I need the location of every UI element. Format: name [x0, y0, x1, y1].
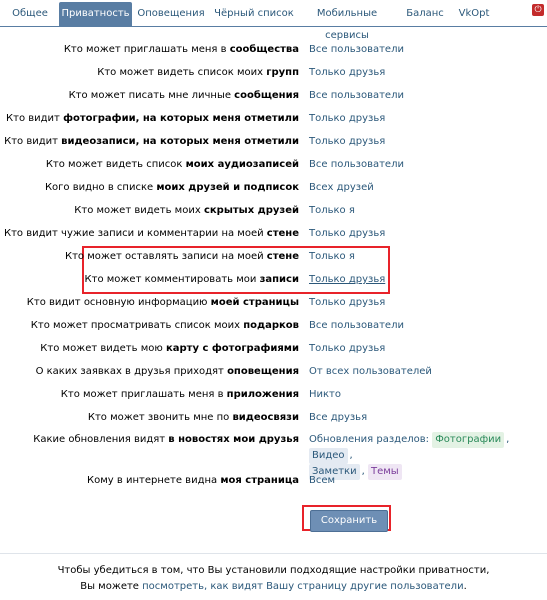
- privacy-row: [0, 408, 547, 428]
- tab-mobile[interactable]: Мобильные сервисы: [316, 8, 378, 41]
- setting-label: Кто может видеть список моих групп: [97, 67, 299, 78]
- news-chip-notes[interactable]: Заметки: [309, 464, 360, 480]
- setting-value-link[interactable]: Только я: [309, 251, 355, 262]
- save-button[interactable]: Сохранить: [310, 510, 388, 532]
- tab-bar: [0, 0, 547, 41]
- footer-text: Вы можете: [80, 581, 143, 592]
- setting-label: Кто видит фотографии, на которых меня отметили: [6, 113, 299, 124]
- privacy-row: [0, 201, 547, 221]
- setting-label: Кто может звонить мне по видеосвязи: [87, 412, 299, 423]
- privacy-row: [0, 86, 547, 106]
- setting-label: Кто может писать мне личные сообщения: [68, 90, 299, 101]
- privacy-row: [0, 385, 547, 405]
- news-prefix: Обновления разделов:: [309, 434, 429, 445]
- setting-label: О каких заявках в друзья приходят оповещения: [35, 366, 299, 377]
- setting-label: Кто может просматривать список моих подарков: [30, 320, 299, 331]
- privacy-row: [0, 293, 547, 313]
- news-chip-topics[interactable]: Темы: [368, 464, 402, 480]
- setting-value-link[interactable]: Только друзья: [309, 67, 386, 78]
- setting-label: Кто может оставлять записи на моей стене: [64, 251, 299, 262]
- setting-value-link[interactable]: Никто: [309, 389, 342, 400]
- setting-label: Кто может видеть моих скрытых друзей: [74, 205, 299, 216]
- setting-value-link[interactable]: Только друзья: [309, 274, 386, 285]
- footer-link-line: [0, 579, 547, 595]
- setting-value-link[interactable]: Только друзья: [309, 297, 386, 308]
- privacy-row: [0, 471, 547, 491]
- setting-label: Кто может видеть мою карту с фотографиями: [40, 343, 299, 354]
- tab-balance[interactable]: Баланс: [406, 8, 444, 19]
- setting-value-link[interactable]: От всех пользователей: [309, 366, 432, 377]
- setting-label: Кому в интернете видна моя страница: [87, 475, 299, 486]
- setting-value-link[interactable]: Только друзья: [309, 343, 386, 354]
- setting-value-link[interactable]: Только друзья: [309, 113, 386, 124]
- privacy-row: [0, 362, 547, 382]
- privacy-row: [0, 109, 547, 129]
- news-chip-photos[interactable]: Фотографии: [432, 432, 504, 448]
- view-page-as-others-link[interactable]: посмотреть, как видят Вашу страницу другие пользователи: [142, 581, 464, 592]
- setting-label: Кто может приглашать меня в сообщества: [63, 44, 299, 55]
- setting-value-link[interactable]: Все пользователи: [309, 320, 404, 331]
- setting-value-link[interactable]: Все пользователи: [309, 159, 404, 170]
- privacy-row: [0, 316, 547, 336]
- setting-label: Кто может комментировать мои записи: [84, 274, 299, 285]
- privacy-row: [0, 270, 547, 290]
- news-sections: Обновления разделов: Фотографии , Видео , Заметки , Темы: [309, 432, 544, 480]
- setting-value-link[interactable]: Всех друзей: [309, 182, 374, 193]
- tab-notifications[interactable]: Оповещения: [137, 8, 205, 19]
- privacy-row: [0, 40, 547, 60]
- privacy-row: [0, 247, 547, 267]
- news-chip-video[interactable]: Видео: [309, 448, 348, 464]
- privacy-row: [0, 63, 547, 83]
- footer-note: Чтобы убедиться в том, что Вы установили подходящие настройки приватности,: [57, 565, 490, 576]
- setting-value-link[interactable]: Все пользователи: [309, 90, 404, 101]
- setting-value-link[interactable]: Только я: [309, 205, 355, 216]
- setting-label: Кто видит чужие записи и комментарии на моей стене: [4, 228, 299, 239]
- privacy-row: [0, 155, 547, 175]
- privacy-row: [0, 224, 547, 244]
- setting-label: Кто может приглашать меня в приложения: [60, 389, 299, 400]
- footer-text-end: .: [463, 581, 467, 592]
- power-icon[interactable]: ⏻: [532, 4, 544, 16]
- privacy-row: [0, 178, 547, 198]
- tab-general[interactable]: Общее: [12, 8, 48, 19]
- tab-blacklist[interactable]: Чёрный список: [214, 8, 294, 19]
- setting-label: Кто видит основную информацию моей страницы: [26, 297, 299, 308]
- setting-value-link[interactable]: Только друзья: [309, 228, 386, 239]
- setting-label: Какие обновления видят в новостях мои друзья: [33, 434, 299, 445]
- privacy-row: [0, 339, 547, 359]
- setting-label: Кто видит видеозаписи, на которых меня отметили: [4, 136, 299, 147]
- setting-value-link[interactable]: Всем: [309, 475, 336, 486]
- setting-label: Кого видно в списке моих друзей и подписок: [44, 182, 299, 193]
- setting-value-link[interactable]: Все пользователи: [309, 44, 404, 55]
- tab-vkopt[interactable]: VkOpt: [458, 8, 490, 19]
- setting-label: Кто может видеть список моих аудиозаписей: [45, 159, 299, 170]
- privacy-row: [0, 132, 547, 152]
- tab-privacy[interactable]: Приватность: [59, 2, 132, 26]
- divider: [0, 553, 547, 554]
- setting-value-link[interactable]: Только друзья: [309, 136, 386, 147]
- setting-value-link[interactable]: Все друзья: [309, 412, 368, 423]
